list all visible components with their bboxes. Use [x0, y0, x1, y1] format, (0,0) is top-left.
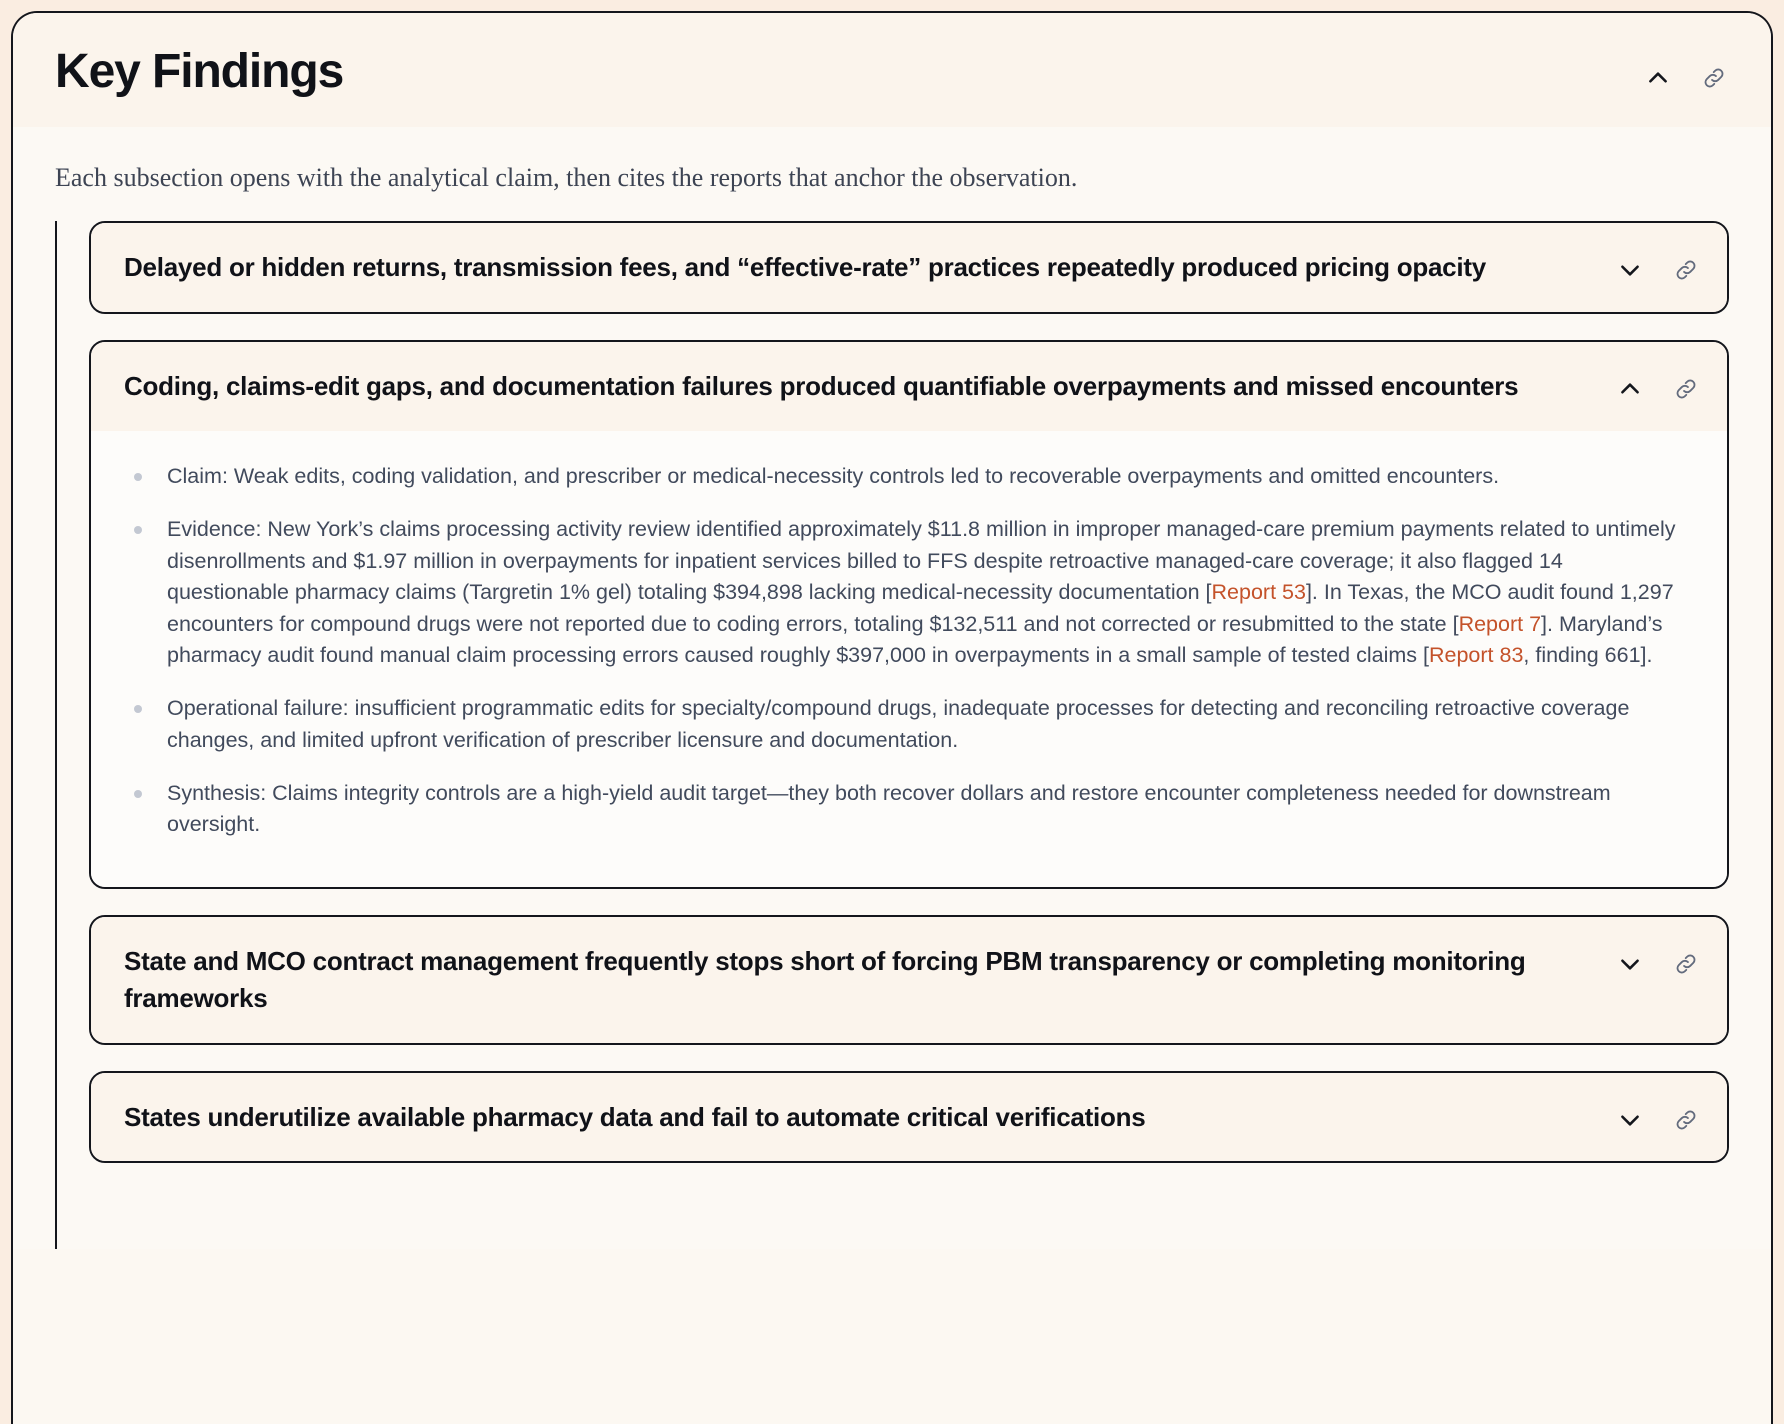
chevron-up-icon — [1645, 65, 1671, 91]
report-reference-link[interactable]: Report 83 — [1428, 642, 1524, 667]
list-item: Operational failure: insufficient programmatic edits for specialty/compound drugs, inadequate processes for detecting and reconciling retroactive coverage changes, and limited upfront verification of prescriber licensure and documentation. — [131, 693, 1687, 756]
page-title: Key Findings — [55, 45, 344, 98]
accordion-actions — [1615, 249, 1701, 285]
link-icon — [1673, 1107, 1699, 1133]
accordion-header-pharmacy-data-underuse[interactable] — [91, 1073, 1727, 1162]
accordion-header-coding-claims-edit-gaps[interactable] — [91, 342, 1727, 431]
link-icon — [1673, 376, 1699, 402]
copy-section-link-button[interactable] — [1699, 63, 1729, 93]
accordion-header-contract-management[interactable] — [91, 917, 1727, 1043]
expand-button[interactable] — [1615, 1105, 1645, 1135]
accordion-item-pricing-opacity — [89, 221, 1729, 314]
collapse-section-button[interactable] — [1643, 63, 1673, 93]
report-reference-link[interactable]: Report 53 — [1211, 580, 1306, 605]
chevron-up-icon — [1617, 376, 1643, 402]
list-item: Synthesis: Claims integrity controls are a high-yield audit target—they both recover dollars and restore encounter completeness needed for downstream oversight. — [131, 778, 1687, 841]
copy-link-button[interactable] — [1671, 1105, 1701, 1135]
copy-link-button[interactable] — [1671, 949, 1701, 979]
expand-button[interactable] — [1615, 255, 1645, 285]
card-header-actions — [1643, 47, 1729, 93]
accordion-panel-coding-claims-edit-gaps — [91, 431, 1727, 887]
collapse-button[interactable] — [1615, 374, 1645, 404]
copy-link-button[interactable] — [1671, 255, 1701, 285]
accordion-actions — [1615, 943, 1701, 979]
accordion-title: Delayed or hidden returns, transmission fees, and “effective-rate” practices repeatedly produced pricing opacity — [124, 252, 1486, 283]
section-description: Each subsection opens with the analytical claim, then cites the reports that anchor the observation. — [55, 163, 1078, 193]
copy-link-button[interactable] — [1671, 374, 1701, 404]
accordion-item-coding-claims-edit-gaps — [89, 340, 1729, 889]
report-reference-link[interactable]: Report 7 — [1458, 611, 1542, 636]
findings-bullet-list — [131, 461, 1687, 841]
accordion-title: States underutilize available pharmacy data and fail to automate critical verifications — [124, 1101, 1146, 1132]
chevron-down-icon — [1617, 1107, 1643, 1133]
accordion-actions — [1615, 368, 1701, 404]
card-body — [13, 127, 1771, 1249]
accordion-actions — [1615, 1099, 1701, 1135]
findings-accordion — [55, 221, 1771, 1249]
link-icon — [1673, 257, 1699, 283]
key-findings-card — [11, 11, 1773, 1424]
chevron-down-icon — [1617, 951, 1643, 977]
accordion-item-pharmacy-data-underuse — [89, 1071, 1729, 1164]
accordion-title: State and MCO contract management frequently stops short of forcing PBM transparency or completing monitoring frameworks — [124, 945, 1526, 1013]
link-icon — [1673, 951, 1699, 977]
expand-button[interactable] — [1615, 949, 1645, 979]
accordion-item-contract-management — [89, 915, 1729, 1045]
list-item: Claim: Weak edits, coding validation, and prescriber or medical-necessity controls led to recoverable overpayments and omitted encounters. — [131, 461, 1687, 492]
chevron-down-icon — [1617, 257, 1643, 283]
accordion-header-pricing-opacity[interactable] — [91, 223, 1727, 312]
link-icon — [1701, 65, 1727, 91]
accordion-title: Coding, claims-edit gaps, and documentation failures produced quantifiable overpayments and missed encounters — [124, 371, 1519, 402]
card-header — [13, 13, 1771, 127]
list-item: Evidence: New York’s claims processing activity review identified approximately $11.8 million in improper managed-care premium payments related to untimely disenrollments and $1.97 million in overpayments for inpatient services billed to FFS despite retroactive managed-care coverage; it also flagged 14 questionable pharmacy claims (Targretin 1% gel) totaling $394,898 lacking medical-necessity documentation [Report 53]. In Texas, the MCO audit found 1,297 encounters for compound drugs were not reported due to coding errors, totaling $132,511 and not corrected or resubmitted to the state [Report 7]. Maryland’s pharmacy audit found manual claim processing errors caused roughly $397,000 in overpayments in a small sample of tested claims [Report 83, finding 661]. — [131, 514, 1687, 671]
